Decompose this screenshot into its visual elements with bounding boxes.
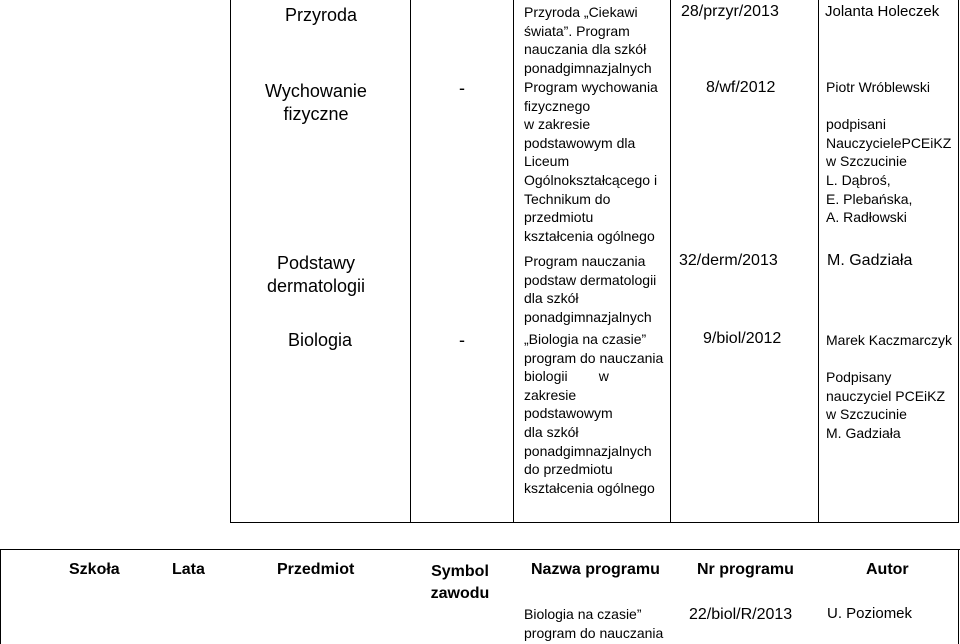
- row-author: Piotr Wróblewski podpisani NauczycielePCEiKZ w Szczucinie L. Dąbroś, E. Plebańska, A. Radłowski: [826, 79, 952, 226]
- row-program-number: 22/biol/R/2013: [689, 606, 793, 623]
- row-program-number: 8/wf/2012: [706, 79, 776, 96]
- table-border-left: [230, 0, 231, 523]
- header-table-right: [958, 549, 959, 644]
- table-border-right: [958, 0, 959, 523]
- header-subject: Przedmiot: [277, 561, 355, 578]
- header-school: Szkoła: [69, 561, 120, 578]
- row-profession-symbol: -: [459, 330, 465, 350]
- row-subject: Wychowanie fizyczne: [265, 81, 367, 124]
- header-years: Lata: [172, 561, 205, 578]
- row-subject: Podstawy dermatologii: [266, 253, 366, 296]
- row-author: M. Gadziała: [827, 252, 913, 269]
- row-profession-symbol: -: [459, 78, 465, 98]
- row-program-name: Program wychowania fizycznego w zakresie podstawowym dla Liceum Ogólnokształcącego i Technikum do przedmiotu kształcenia ogólnego: [524, 79, 658, 244]
- row-program-name: Biologia na czasie” program do nauczania: [524, 606, 664, 641]
- row-program-number: 32/derm/2013: [679, 252, 778, 269]
- row-program-name: Program nauczania podstaw dermatologii dla szkół ponadgimnazjalnych: [524, 253, 657, 325]
- header-profession-symbol: Symbol zawodu: [430, 563, 490, 602]
- table-border-number: [818, 0, 819, 523]
- header-program-name: Nazwa programu: [531, 561, 660, 578]
- header-author: Autor: [866, 561, 909, 578]
- row-subject: Przyroda: [285, 5, 358, 25]
- table-border-profession: [513, 0, 514, 523]
- row-author: Marek Kaczmarczyk Podpisany nauczyciel PCEiKZ w Szczucinie M. Gadziała: [826, 332, 953, 441]
- header-program-number: Nr programu: [697, 561, 794, 578]
- row-program-number: 28/przyr/2013: [681, 3, 779, 20]
- header-table-left: [0, 549, 1, 644]
- table-border-program: [670, 0, 671, 523]
- row-author: U. Poziomek: [827, 605, 913, 622]
- row-program-number: 9/biol/2012: [703, 330, 782, 347]
- header-table-top: [0, 549, 960, 550]
- row-author: Jolanta Holeczek: [825, 3, 940, 20]
- row-program-name: „Biologia na czasie” program do nauczania biologii w zakresie podstawowym dla szkół ponadgimnazjalnych do przedmiotu kształcenia ogólnego: [524, 331, 664, 496]
- row-subject: Biologia: [288, 330, 353, 350]
- table-border-subject: [410, 0, 411, 523]
- table-border-bottom: [230, 522, 959, 523]
- row-program-name: Przyroda „Ciekawi świata”. Program nauczania dla szkół ponadgimnazjalnych: [524, 4, 652, 76]
